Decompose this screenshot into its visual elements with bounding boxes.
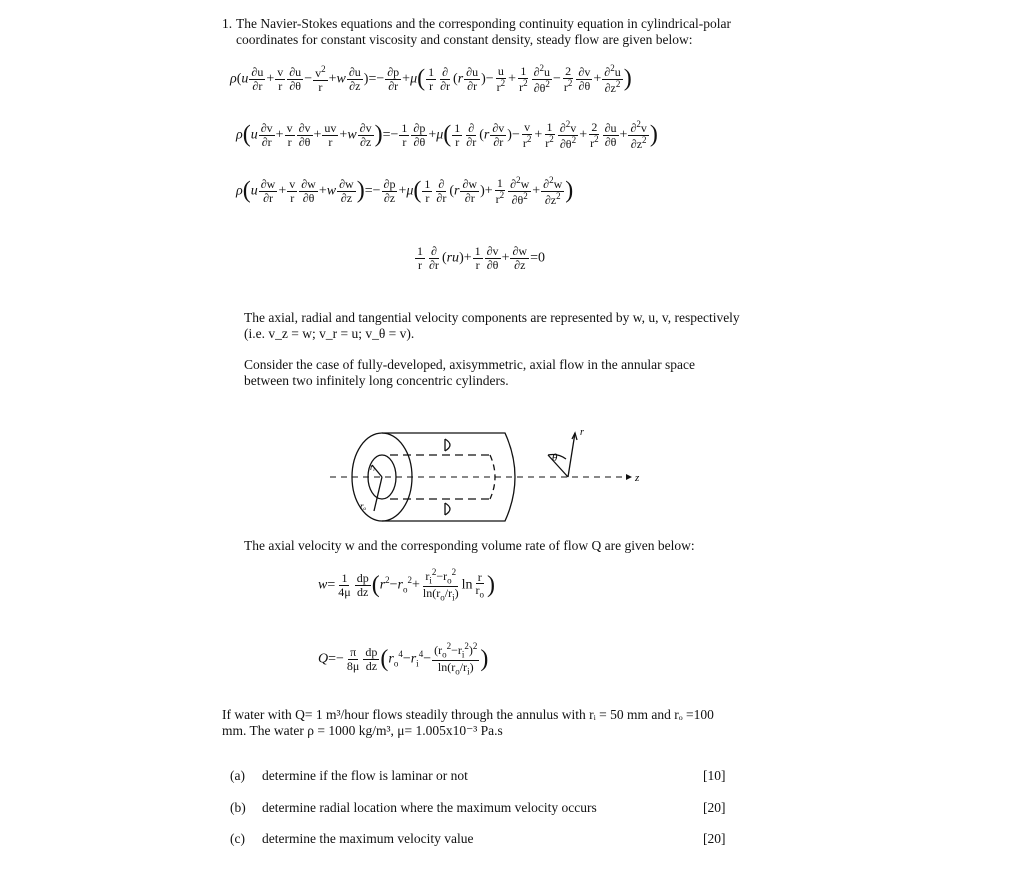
- part-c-text: determine the maximum velocity value: [262, 831, 474, 846]
- z-label: z: [635, 472, 640, 484]
- part-c-label: (c): [230, 831, 245, 846]
- components-line-2: (i.e. v_z = w; v_r = u; v_θ = v).: [244, 326, 415, 341]
- intro-line-1: The Navier-Stokes equations and the corresponding continuity equation in cylindrical-polar: [236, 16, 731, 31]
- part-c-marks: [20]: [703, 831, 726, 846]
- part-a-label: (a): [230, 768, 245, 783]
- ri-label: rᵢ: [370, 462, 375, 472]
- equation-r-momentum: ρ(u $\frac{\partial u}{\partial r}$ + $\frac{v}{r}$ $\frac{\partial u}{\partial\theta}$ − $\frac{v^2}{r}$ +w $\frac{\partial u}{\partial z}$ )=− $\frac{\partial p}{\partial r}$ +μ( $\frac{1}{r}$ $\frac{\partial}{\partial r}$ (r $\frac{\partial u}{\partial r}$ )− $\frac{u}{r^2}$ + $\frac{1}{r^2}$ $\frac{\partial^2u}{\partial\theta^2}$ − $\frac{2}{r^2}$ $\frac{\partial v}{\partial\theta}$ + $\frac{\partial^2u}{\partial z^2}$ ): [230, 63, 632, 95]
- equation-z-momentum: ρ(u $\frac{\partial w}{\partial r}$ + $\frac{v}{r}$ $\frac{\partial w}{\partial\theta}$ +w $\frac{\partial w}{\partial z}$ )=− $\frac{\partial p}{\partial z}$ +μ( $\frac{1}{r}$ $\frac{\partial}{\partial r}$ (r $\frac{\partial w}{\partial r}$ )+ $\frac{1}{r^2}$ $\frac{\partial^2w}{\partial\theta^2}$ + $\frac{\partial^2w}{\partial z^2}$ ): [236, 175, 574, 207]
- equation-velocity: w= $\frac{1}{4\mu}$ $\frac{dp}{dz}$ ($r^2-r_o^2+$ $\frac{r_i^2-r_o^2}{\ln(r_o/r_i)}$ ln $\frac{r}{r_o}$ ): [318, 567, 495, 603]
- part-b-text: determine radial location where the maximum velocity occurs: [262, 800, 597, 815]
- equation-flow-rate: Q=− $\frac{\pi}{8\mu}$ $\frac{dp}{dz}$ ($r_o^4-r_i^4-$ $\frac{(r_o^2-r_i^2)^2}{\ln(r_o/r_i)}$ ): [318, 641, 489, 677]
- given-line-2: mm. The water ρ = 1000 kg/m³, μ= 1.005x10⁻³ Pa.s: [222, 723, 503, 738]
- part-b-label: (b): [230, 800, 246, 815]
- intro-line-2: coordinates for constant viscosity and constant density, steady flow are given below:: [236, 32, 693, 47]
- axial-intro: The axial velocity w and the corresponding volume rate of flow Q are given below:: [244, 538, 695, 553]
- equation-theta-momentum: ρ(u $\frac{\partial v}{\partial r}$ + $\frac{v}{r}$ $\frac{\partial v}{\partial\theta}$ + $\frac{uv}{r}$ +w $\frac{\partial v}{\partial z}$ )=− $\frac{1}{r}$ $\frac{\partial p}{\partial\theta}$ +μ( $\frac{1}{r}$ $\frac{\partial}{\partial r}$ (r $\frac{\partial v}{\partial r}$ )− $\frac{v}{r^2}$ + $\frac{1}{r^2}$ $\frac{\partial^2v}{\partial\theta^2}$ + $\frac{2}{r^2}$ $\frac{\partial u}{\partial\theta}$ + $\frac{\partial^2v}{\partial z^2}$ ): [236, 119, 658, 151]
- part-a-text: determine if the flow is laminar or not: [262, 768, 468, 783]
- consider-line-2: between two infinitely long concentric cylinders.: [244, 373, 509, 388]
- part-a-marks: [10]: [703, 768, 726, 783]
- given-line-1: If water with Q= 1 m³/hour flows steadily through the annulus with rᵢ = 50 mm and rₒ =100: [222, 707, 714, 722]
- part-b-marks: [20]: [703, 800, 726, 815]
- ro-label: rₒ: [360, 501, 367, 511]
- annulus-figure: [330, 425, 650, 530]
- equation-continuity: $\frac{1}{r}$ $\frac{\partial}{\partial r}$ (ru)+ $\frac{1}{r}$ $\frac{\partial v}{\partial\theta}$ + $\frac{\partial w}{\partial z}$ =0: [417, 244, 545, 272]
- question-number: 1.: [222, 16, 233, 31]
- r-label: r: [580, 427, 584, 438]
- consider-line-1: Consider the case of fully-developed, axisymmetric, axial flow in the annular space: [244, 357, 695, 372]
- theta-label: θ: [552, 452, 558, 464]
- components-line-1: The axial, radial and tangential velocity components are represented by w, u, v, respectively: [244, 310, 740, 325]
